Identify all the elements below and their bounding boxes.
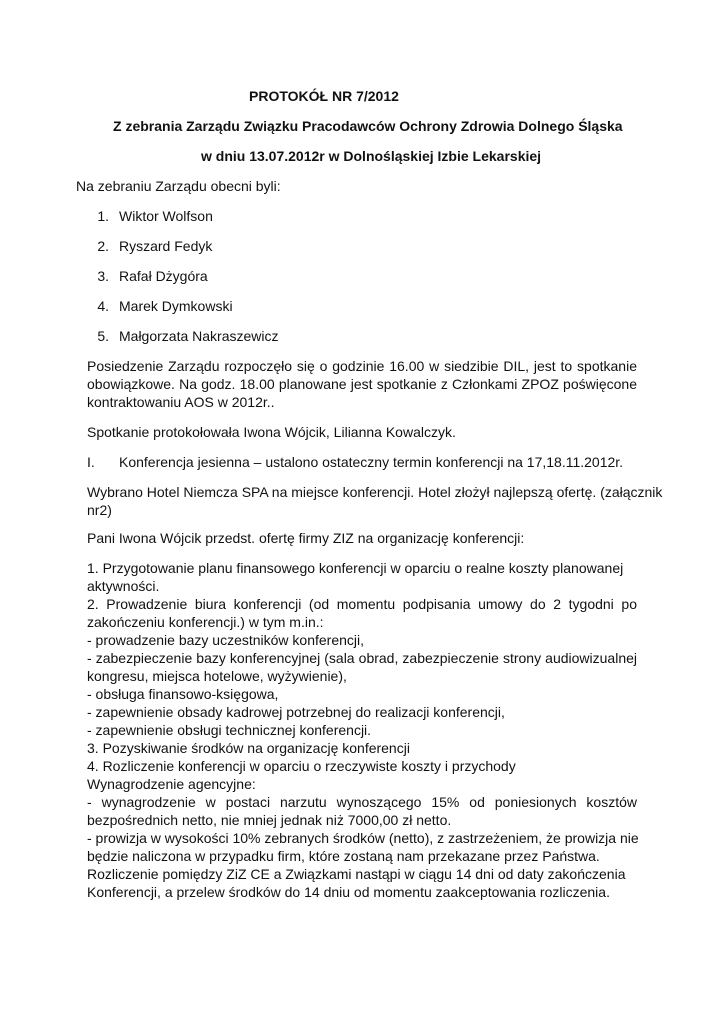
text-line: - wynagrodzenie w postaci narzutu wynoszącego 15% od poniesionych kosztów xyxy=(87,794,637,810)
text-line: - zapewnienie obsady kadrowej potrzebnej do realizacji konferencji, xyxy=(87,704,505,720)
text-line: 2. Prowadzenie biura konferencji (od momentu podpisania umowy do 2 tygodni po xyxy=(87,596,637,612)
text-line: 4. Rozliczenie konferencji w oparciu o rzeczywiste koszty i przychody xyxy=(87,758,516,774)
text-line: 1. Przygotowanie planu finansowego konferencji w oparciu o realne koszty planowanej xyxy=(87,560,624,576)
list-number: 5. xyxy=(97,328,109,344)
text-line: obowiązkowe. Na godz. 18.00 planowane jest spotkanie z Członkami ZPOZ poświęcone xyxy=(87,376,637,392)
paragraph-meeting-start xyxy=(87,357,637,411)
list-number: 4. xyxy=(97,298,109,314)
list-number: 1. xyxy=(97,208,109,224)
offer-details xyxy=(87,559,637,901)
attendee-name: Wiktor Wolfson xyxy=(119,208,213,224)
text-line: kontraktowaniu AOS w 2012r.. xyxy=(87,394,275,410)
text-line: Wynagrodzenie agencyjne: xyxy=(87,776,256,792)
text-line: Konferencji, a przelew środków do 14 dniu od momentu zaakceptowania rozliczenia. xyxy=(87,884,610,900)
list-number: 3. xyxy=(97,268,109,284)
roman-numeral: I. xyxy=(87,454,95,470)
text-line: 3. Pozyskiwanie środków na organizację konferencji xyxy=(87,740,410,756)
text-line: - zabezpieczenie bazy konferencyjnej (sala obrad, zabezpieczenie strony audiowizualnej xyxy=(87,650,637,666)
meeting-date-place: w dniu 13.07.2012r w Dolnośląskiej Izbie Lekarskiej xyxy=(201,148,542,164)
text-line: Rozliczenie pomiędzy ZiZ CE a Związkami nastąpi w ciągu 14 dni od daty zakończenia xyxy=(87,866,626,882)
attendees-intro: Na zebraniu Zarządu obecni byli: xyxy=(76,178,281,194)
text-line: - prowizja w wysokości 10% zebranych środków (netto), z zastrzeżeniem, że prowizja nie xyxy=(87,830,639,846)
paragraph-offer-intro: Pani Iwona Wójcik przedst. ofertę firmy ZIZ na organizację konferencji: xyxy=(87,530,525,546)
text-line: - obsługa finansowo-księgowa, xyxy=(87,686,279,702)
text-line: bezpośrednich netto, nie mniej jednak niż 7000,00 zł netto. xyxy=(87,812,452,828)
attendee-name: Małgorzata Nakraszewicz xyxy=(119,328,279,344)
document-subtitle: Z zebrania Zarządu Związku Pracodawców Ochrony Zdrowia Dolnego Śląska xyxy=(113,118,623,134)
paragraph-conference-date: Konferencja jesienna – ustalono ostateczny termin konferencji na 17,18.11.2012r. xyxy=(119,454,624,470)
attendee-name: Marek Dymkowski xyxy=(119,298,233,314)
text-line: kongresu, miejsca hotelowe, wyżywienie), xyxy=(87,668,347,684)
text-line: Wybrano Hotel Niemcza SPA na miejsce konferencji. Hotel złożył najlepszą ofertę. (załącznik xyxy=(87,484,663,500)
document-title: PROTOKÓŁ NR 7/2012 xyxy=(249,88,399,104)
paragraph-minutes-by: Spotkanie protokołowała Iwona Wójcik, Lilianna Kowalczyk. xyxy=(87,424,456,440)
text-line: aktywności. xyxy=(87,578,160,594)
text-line: zakończeniu konferencji.) w tym m.in.: xyxy=(87,614,324,630)
attendee-name: Ryszard Fedyk xyxy=(119,238,213,254)
text-line: będzie naliczona w przypadku firm, które zostaną nam przekazane przez Państwa. xyxy=(87,848,600,864)
text-line: nr2) xyxy=(87,502,112,518)
text-line: Posiedzenie Zarządu rozpoczęło się o godzinie 16.00 w siedzibie DIL, jest to spotkanie xyxy=(87,358,637,374)
text-line: - prowadzenie bazy uczestników konferencji, xyxy=(87,632,365,648)
paragraph-hotel xyxy=(87,483,663,519)
text-line: - zapewnienie obsługi technicznej konferencji. xyxy=(87,722,372,738)
list-number: 2. xyxy=(97,238,109,254)
attendee-name: Rafał Dżygóra xyxy=(119,268,208,284)
